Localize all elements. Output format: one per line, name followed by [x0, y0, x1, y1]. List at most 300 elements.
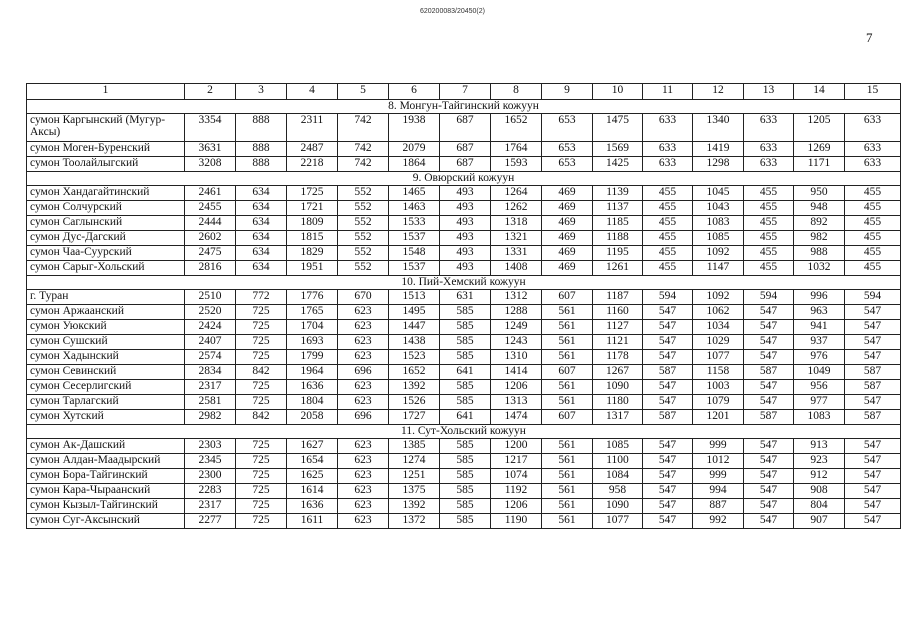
table-cell: 1092 [693, 246, 744, 261]
settlement-name: сумон Аржаанский [27, 305, 185, 320]
table-cell: 587 [845, 365, 901, 380]
column-number: 5 [338, 84, 389, 100]
table-cell: 561 [542, 335, 593, 350]
table-row [27, 320, 901, 335]
table-cell: 455 [845, 231, 901, 246]
table-cell: 633 [744, 142, 794, 157]
table-cell: 547 [845, 484, 901, 499]
table-row [27, 469, 901, 484]
table-cell: 1243 [491, 335, 542, 350]
table-cell: 1372 [389, 514, 440, 529]
table-cell: 941 [794, 320, 845, 335]
column-number: 11 [643, 84, 693, 100]
table-cell: 1654 [287, 454, 338, 469]
table-cell: 888 [236, 114, 287, 142]
table-cell: 561 [542, 380, 593, 395]
table-cell: 634 [236, 201, 287, 216]
settlement-name: сумон Суг-Аксынский [27, 514, 185, 529]
table-cell: 585 [440, 454, 491, 469]
table-cell: 1569 [593, 142, 643, 157]
table-cell: 1192 [491, 484, 542, 499]
table-cell: 1121 [593, 335, 643, 350]
table-cell: 493 [440, 261, 491, 276]
table-row [27, 114, 901, 142]
table-cell: 547 [744, 350, 794, 365]
table-cell: 561 [542, 350, 593, 365]
table-cell: 585 [440, 439, 491, 454]
data-table [26, 83, 901, 529]
table-cell: 888 [236, 142, 287, 157]
table-cell: 2444 [185, 216, 236, 231]
table-row [27, 484, 901, 499]
table-cell: 1084 [593, 469, 643, 484]
table-cell: 1548 [389, 246, 440, 261]
table-row [27, 410, 901, 425]
table-cell: 1083 [693, 216, 744, 231]
table-cell: 1092 [693, 290, 744, 305]
table-cell: 1799 [287, 350, 338, 365]
column-number: 15 [845, 84, 901, 100]
table-cell: 1829 [287, 246, 338, 261]
table-row [27, 186, 901, 201]
table-cell: 631 [440, 290, 491, 305]
table-cell: 561 [542, 514, 593, 529]
table-cell: 1392 [389, 499, 440, 514]
table-cell: 633 [643, 157, 693, 172]
table-cell: 958 [593, 484, 643, 499]
table-cell: 923 [794, 454, 845, 469]
table-cell: 455 [643, 261, 693, 276]
table-cell: 996 [794, 290, 845, 305]
table-cell: 1090 [593, 499, 643, 514]
column-number: 3 [236, 84, 287, 100]
table-cell: 1414 [491, 365, 542, 380]
table-cell: 1475 [593, 114, 643, 142]
table-cell: 1611 [287, 514, 338, 529]
table-cell: 1704 [287, 320, 338, 335]
table-cell: 641 [440, 365, 491, 380]
table-cell: 547 [845, 305, 901, 320]
settlement-name: сумон Алдан-Маадырский [27, 454, 185, 469]
table-cell: 725 [236, 320, 287, 335]
table-cell: 670 [338, 290, 389, 305]
table-cell: 2283 [185, 484, 236, 499]
settlement-name: сумон Солчурский [27, 201, 185, 216]
table-row [27, 454, 901, 469]
table-cell: 1864 [389, 157, 440, 172]
table-cell: 725 [236, 335, 287, 350]
table-cell: 547 [744, 469, 794, 484]
table-cell: 1077 [693, 350, 744, 365]
table-cell: 1267 [593, 365, 643, 380]
settlement-name: сумон Сушский [27, 335, 185, 350]
table-cell: 547 [744, 305, 794, 320]
settlement-name: сумон Ак-Дашский [27, 439, 185, 454]
table-cell: 455 [643, 201, 693, 216]
table-cell: 772 [236, 290, 287, 305]
table-cell: 2058 [287, 410, 338, 425]
settlement-name: г. Туран [27, 290, 185, 305]
table-cell: 1312 [491, 290, 542, 305]
table-cell: 455 [845, 186, 901, 201]
table-cell: 547 [744, 439, 794, 454]
table-cell: 623 [338, 395, 389, 410]
table-cell: 547 [845, 439, 901, 454]
table-cell: 1032 [794, 261, 845, 276]
table-cell: 1425 [593, 157, 643, 172]
district-title: 8. Монгун-Тайгинский кожуун [27, 100, 901, 114]
district-header-row [27, 276, 901, 290]
table-cell: 493 [440, 231, 491, 246]
table-cell: 1185 [593, 216, 643, 231]
table-cell: 633 [643, 142, 693, 157]
table-cell: 455 [845, 216, 901, 231]
table-cell: 1180 [593, 395, 643, 410]
table-cell: 455 [744, 261, 794, 276]
table-cell: 547 [744, 380, 794, 395]
table-cell: 1317 [593, 410, 643, 425]
table-cell: 607 [542, 290, 593, 305]
table-cell: 1043 [693, 201, 744, 216]
table-cell: 455 [744, 231, 794, 246]
table-cell: 2816 [185, 261, 236, 276]
column-number: 8 [491, 84, 542, 100]
table-cell: 696 [338, 410, 389, 425]
settlement-name: сумон Дус-Дагский [27, 231, 185, 246]
table-cell: 547 [643, 335, 693, 350]
table-cell: 547 [643, 484, 693, 499]
table-cell: 623 [338, 320, 389, 335]
table-cell: 804 [794, 499, 845, 514]
table-cell: 493 [440, 186, 491, 201]
table-cell: 992 [693, 514, 744, 529]
table-cell: 1251 [389, 469, 440, 484]
table-cell: 1029 [693, 335, 744, 350]
table-cell: 585 [440, 305, 491, 320]
table-cell: 982 [794, 231, 845, 246]
table-cell: 1137 [593, 201, 643, 216]
table-cell: 963 [794, 305, 845, 320]
table-cell: 1187 [593, 290, 643, 305]
table-cell: 1318 [491, 216, 542, 231]
table-cell: 2581 [185, 395, 236, 410]
settlement-name: сумон Моген-Буренский [27, 142, 185, 157]
table-cell: 1085 [593, 439, 643, 454]
table-cell: 1127 [593, 320, 643, 335]
table-cell: 623 [338, 454, 389, 469]
column-number: 14 [794, 84, 845, 100]
table-cell: 1625 [287, 469, 338, 484]
table-cell: 950 [794, 186, 845, 201]
table-cell: 547 [845, 335, 901, 350]
table-cell: 1205 [794, 114, 845, 142]
table-row [27, 290, 901, 305]
table-cell: 888 [236, 157, 287, 172]
table-cell: 687 [440, 114, 491, 142]
table-cell: 547 [744, 499, 794, 514]
table-cell: 547 [845, 514, 901, 529]
table-cell: 547 [845, 320, 901, 335]
table-cell: 623 [338, 335, 389, 350]
table-cell: 623 [338, 439, 389, 454]
table-cell: 552 [338, 201, 389, 216]
table-cell: 547 [643, 439, 693, 454]
table-cell: 585 [440, 380, 491, 395]
column-number: 13 [744, 84, 794, 100]
table-cell: 587 [744, 410, 794, 425]
table-cell: 547 [845, 350, 901, 365]
table-cell: 1201 [693, 410, 744, 425]
table-cell: 2300 [185, 469, 236, 484]
table-cell: 547 [643, 499, 693, 514]
table-cell: 547 [744, 335, 794, 350]
table-cell: 2407 [185, 335, 236, 350]
table-cell: 994 [693, 484, 744, 499]
table-cell: 1804 [287, 395, 338, 410]
table-cell: 1809 [287, 216, 338, 231]
column-number: 4 [287, 84, 338, 100]
table-cell: 1537 [389, 231, 440, 246]
table-cell: 469 [542, 201, 593, 216]
table-row [27, 365, 901, 380]
table-cell: 2834 [185, 365, 236, 380]
table-cell: 1727 [389, 410, 440, 425]
table-cell: 1045 [693, 186, 744, 201]
table-cell: 1495 [389, 305, 440, 320]
table-cell: 1438 [389, 335, 440, 350]
table-cell: 1298 [693, 157, 744, 172]
table-cell: 561 [542, 499, 593, 514]
table-cell: 1034 [693, 320, 744, 335]
settlement-name: сумон Кызыл-Тайгинский [27, 499, 185, 514]
table-cell: 634 [236, 216, 287, 231]
table-cell: 1200 [491, 439, 542, 454]
table-cell: 1652 [389, 365, 440, 380]
table-cell: 1049 [794, 365, 845, 380]
table-cell: 2317 [185, 499, 236, 514]
table-cell: 1188 [593, 231, 643, 246]
table-cell: 687 [440, 157, 491, 172]
table-cell: 842 [236, 410, 287, 425]
settlement-name: сумон Хутский [27, 410, 185, 425]
table-cell: 2455 [185, 201, 236, 216]
table-cell: 623 [338, 380, 389, 395]
table-cell: 633 [845, 157, 901, 172]
table-cell: 2520 [185, 305, 236, 320]
table-cell: 1269 [794, 142, 845, 157]
table-cell: 585 [440, 350, 491, 365]
settlement-name: сумон Уюкский [27, 320, 185, 335]
table-cell: 547 [643, 469, 693, 484]
table-cell: 455 [643, 231, 693, 246]
table-cell: 455 [744, 201, 794, 216]
table-cell: 547 [744, 484, 794, 499]
table-cell: 725 [236, 380, 287, 395]
table-cell: 1463 [389, 201, 440, 216]
table-cell: 633 [845, 142, 901, 157]
table-cell: 725 [236, 499, 287, 514]
settlement-name: сумон Кара-Чыраанский [27, 484, 185, 499]
table-cell: 1313 [491, 395, 542, 410]
table-cell: 561 [542, 484, 593, 499]
table-row [27, 261, 901, 276]
table-cell: 585 [440, 395, 491, 410]
table-cell: 1693 [287, 335, 338, 350]
table-cell: 561 [542, 439, 593, 454]
table-cell: 1062 [693, 305, 744, 320]
table-cell: 3354 [185, 114, 236, 142]
table-cell: 469 [542, 231, 593, 246]
table-cell: 1147 [693, 261, 744, 276]
table-cell: 633 [744, 157, 794, 172]
settlement-name: сумон Сесерлигский [27, 380, 185, 395]
table-cell: 547 [643, 380, 693, 395]
table-cell: 1614 [287, 484, 338, 499]
table-cell: 907 [794, 514, 845, 529]
table-cell: 653 [542, 157, 593, 172]
table-cell: 1261 [593, 261, 643, 276]
table-cell: 2574 [185, 350, 236, 365]
table-cell: 1513 [389, 290, 440, 305]
table-cell: 725 [236, 305, 287, 320]
table-cell: 956 [794, 380, 845, 395]
table-cell: 455 [845, 246, 901, 261]
table-cell: 1447 [389, 320, 440, 335]
district-title: 10. Пий-Хемский кожуун [27, 276, 901, 290]
table-cell: 552 [338, 216, 389, 231]
table-cell: 585 [440, 335, 491, 350]
settlement-name: сумон Сарыг-Хольский [27, 261, 185, 276]
table-cell: 1652 [491, 114, 542, 142]
table-cell: 634 [236, 246, 287, 261]
table-row [27, 350, 901, 365]
table-cell: 937 [794, 335, 845, 350]
table-cell: 725 [236, 454, 287, 469]
table-cell: 585 [440, 469, 491, 484]
table-cell: 1815 [287, 231, 338, 246]
table-cell: 999 [693, 469, 744, 484]
table-cell: 2303 [185, 439, 236, 454]
table-cell: 455 [845, 261, 901, 276]
table-cell: 1533 [389, 216, 440, 231]
table-cell: 594 [744, 290, 794, 305]
table-cell: 2461 [185, 186, 236, 201]
table-cell: 585 [440, 499, 491, 514]
table-cell: 547 [643, 320, 693, 335]
table-cell: 1206 [491, 499, 542, 514]
settlement-name: сумон Тоолайлыгский [27, 157, 185, 172]
column-number: 6 [389, 84, 440, 100]
table-cell: 1765 [287, 305, 338, 320]
table-cell: 892 [794, 216, 845, 231]
table-cell: 1003 [693, 380, 744, 395]
table-cell: 455 [744, 186, 794, 201]
table-cell: 653 [542, 142, 593, 157]
settlement-name: сумон Бора-Тайгинский [27, 469, 185, 484]
table-cell: 561 [542, 469, 593, 484]
settlement-name: сумон Хадынский [27, 350, 185, 365]
table-row [27, 305, 901, 320]
table-cell: 469 [542, 216, 593, 231]
column-number: 1 [27, 84, 185, 100]
table-cell: 623 [338, 484, 389, 499]
table-cell: 633 [744, 114, 794, 142]
table-cell: 455 [643, 216, 693, 231]
table-cell: 1636 [287, 499, 338, 514]
table-cell: 913 [794, 439, 845, 454]
table-cell: 1537 [389, 261, 440, 276]
table-cell: 1178 [593, 350, 643, 365]
table-cell: 547 [845, 454, 901, 469]
table-row [27, 514, 901, 529]
table-cell: 469 [542, 186, 593, 201]
table-cell: 1012 [693, 454, 744, 469]
table-row [27, 335, 901, 350]
table-cell: 1627 [287, 439, 338, 454]
table-cell: 633 [845, 114, 901, 142]
settlement-name: сумон Чаа-Суурский [27, 246, 185, 261]
table-cell: 1195 [593, 246, 643, 261]
table-cell: 1776 [287, 290, 338, 305]
table-row [27, 439, 901, 454]
table-cell: 547 [744, 514, 794, 529]
table-cell: 2510 [185, 290, 236, 305]
table-cell: 587 [643, 365, 693, 380]
table-cell: 493 [440, 246, 491, 261]
table-cell: 2218 [287, 157, 338, 172]
settlement-name: сумон Хандагайтинский [27, 186, 185, 201]
table-row [27, 157, 901, 172]
table-cell: 594 [845, 290, 901, 305]
table-cell: 547 [744, 320, 794, 335]
table-cell: 1288 [491, 305, 542, 320]
column-number: 10 [593, 84, 643, 100]
table-cell: 493 [440, 201, 491, 216]
table-cell: 988 [794, 246, 845, 261]
table-row [27, 499, 901, 514]
document-id: 620200083/20450(2) [419, 8, 485, 15]
table-cell: 607 [542, 410, 593, 425]
table-cell: 2277 [185, 514, 236, 529]
table-cell: 1419 [693, 142, 744, 157]
table-cell: 1331 [491, 246, 542, 261]
table-cell: 725 [236, 350, 287, 365]
table-cell: 977 [794, 395, 845, 410]
table-row [27, 380, 901, 395]
table-cell: 552 [338, 231, 389, 246]
table-cell: 493 [440, 216, 491, 231]
table-cell: 634 [236, 261, 287, 276]
table-cell: 641 [440, 410, 491, 425]
table-cell: 1964 [287, 365, 338, 380]
table-cell: 547 [643, 305, 693, 320]
table-cell: 2475 [185, 246, 236, 261]
header-row [27, 84, 901, 100]
table-cell: 1310 [491, 350, 542, 365]
table-cell: 1083 [794, 410, 845, 425]
table-cell: 1385 [389, 439, 440, 454]
table-cell: 455 [845, 201, 901, 216]
district-title: 9. Овюрский кожуун [27, 172, 901, 186]
district-header-row [27, 100, 901, 114]
table-cell: 1158 [693, 365, 744, 380]
table-cell: 552 [338, 261, 389, 276]
table-cell: 455 [643, 186, 693, 201]
table-cell: 1523 [389, 350, 440, 365]
table-cell: 594 [643, 290, 693, 305]
table-cell: 1085 [693, 231, 744, 246]
table-cell: 547 [643, 454, 693, 469]
